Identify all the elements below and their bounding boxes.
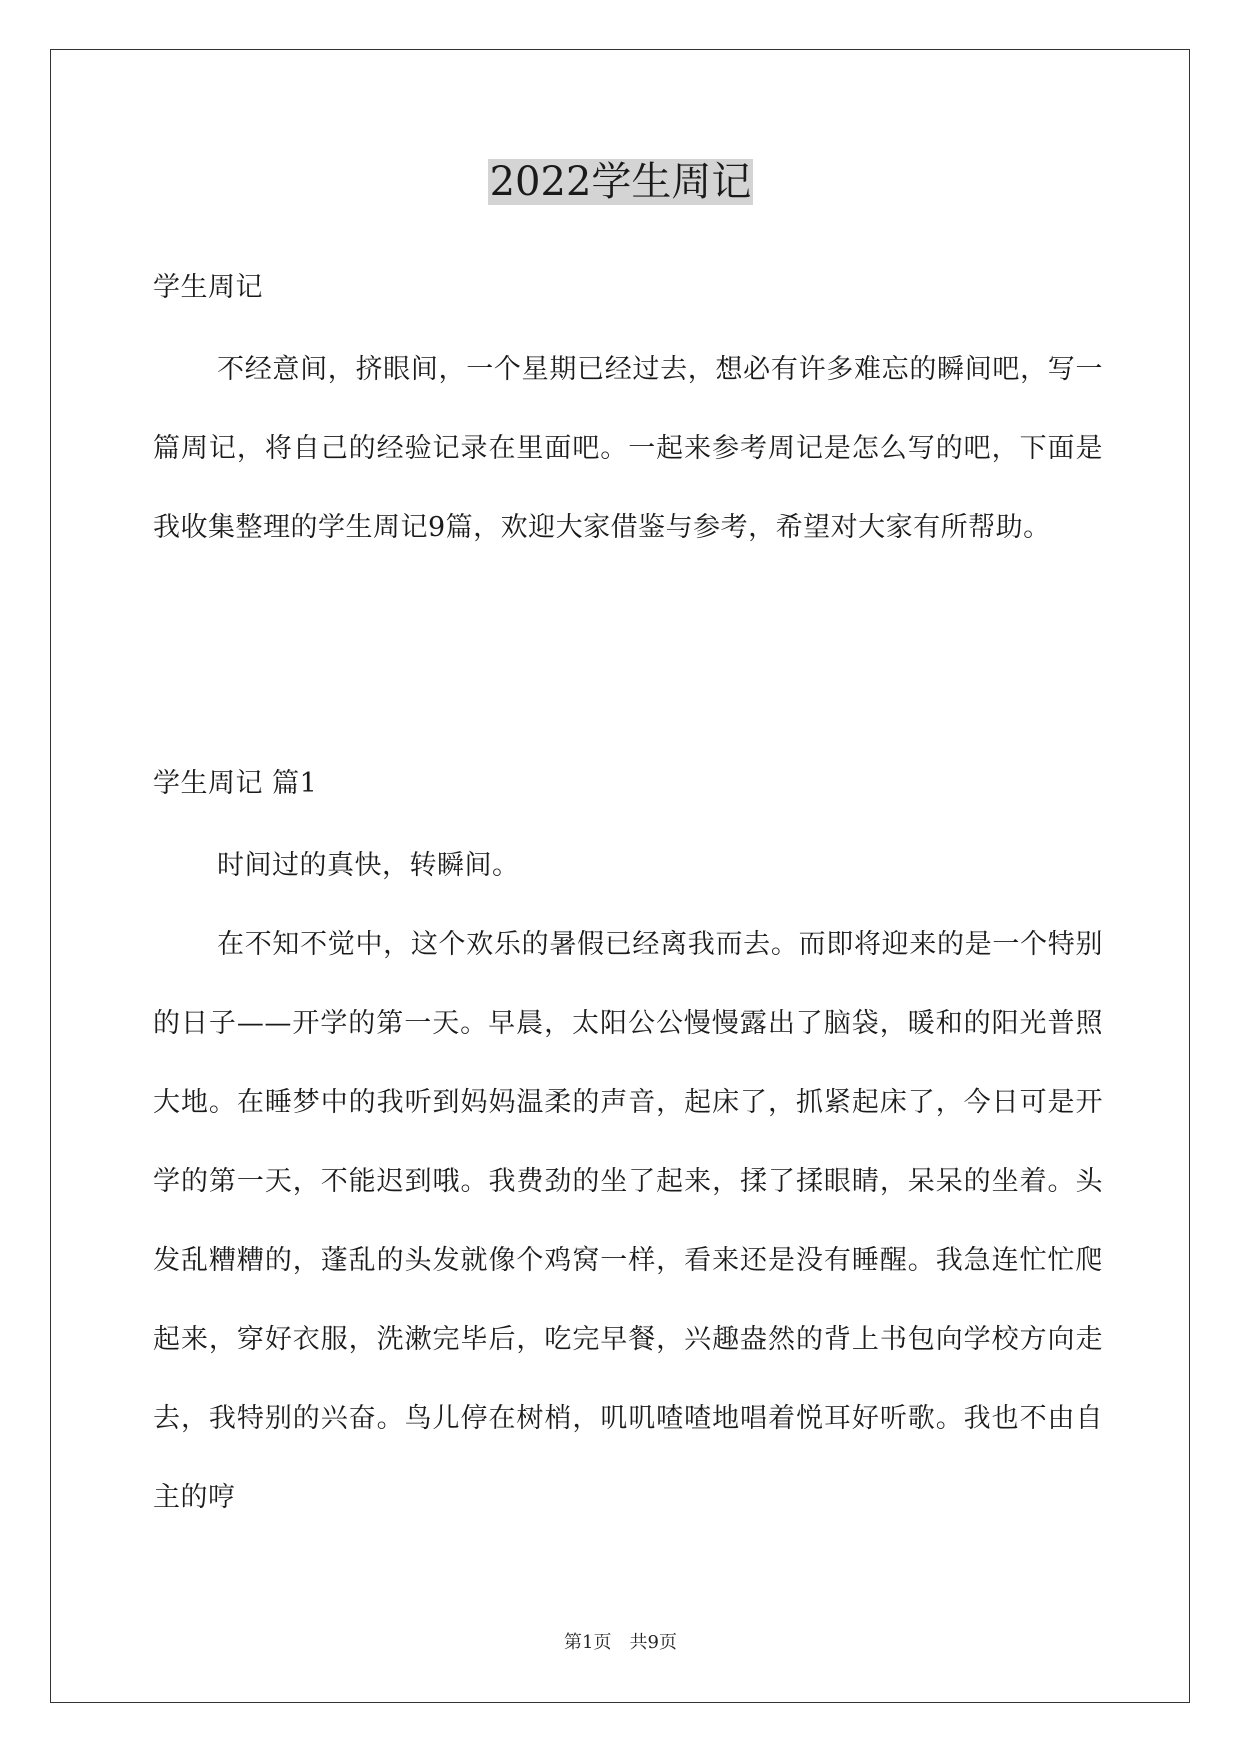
intro-paragraph: 不经意间，挤眼间，一个星期已经过去，想必有许多难忘的瞬间吧，写一篇周记，将自己的经验记录在里面吧。一起来参考周记是怎么写的吧，下面是我收集整理的学生周记9篇，欢迎大家借鉴与参考，希望对大家有所帮助。 xyxy=(153,354,1103,543)
document-subheading: 学生周记 xyxy=(153,272,263,303)
page-number-footer: 第1页 共9页 xyxy=(564,1632,677,1653)
section-heading: 学生周记 篇1 xyxy=(153,768,318,799)
body-paragraph: 在不知不觉中，这个欢乐的暑假已经离我而去。而即将迎来的是一个特别的日子——开学的第一天。早晨，太阳公公慢慢露出了脑袋，暖和的阳光普照大地。在睡梦中的我听到妈妈温柔的声音，起床了，抓紧起床了，今日可是开学的第一天，不能迟到哦。我费劲的坐了起来，揉了揉眼睛，呆呆的坐着。头发乱糟糟的，蓬乱的头发就像个鸡窝一样，看来还是没有睡醒。我急连忙忙爬起来，穿好衣服，洗漱完毕后，吃完早餐，兴趣盎然的背上书包向学校方向走去，我特别的兴奋。鸟儿停在树梢，叽叽喳喳地唱着悦耳好听歌。我也不由自主的哼 xyxy=(153,929,1103,1513)
document-title xyxy=(0,152,1241,212)
body-paragraph: 时间过的真快，转瞬间。 xyxy=(217,850,520,881)
document-title-text: 2022学生周记 xyxy=(489,159,752,205)
